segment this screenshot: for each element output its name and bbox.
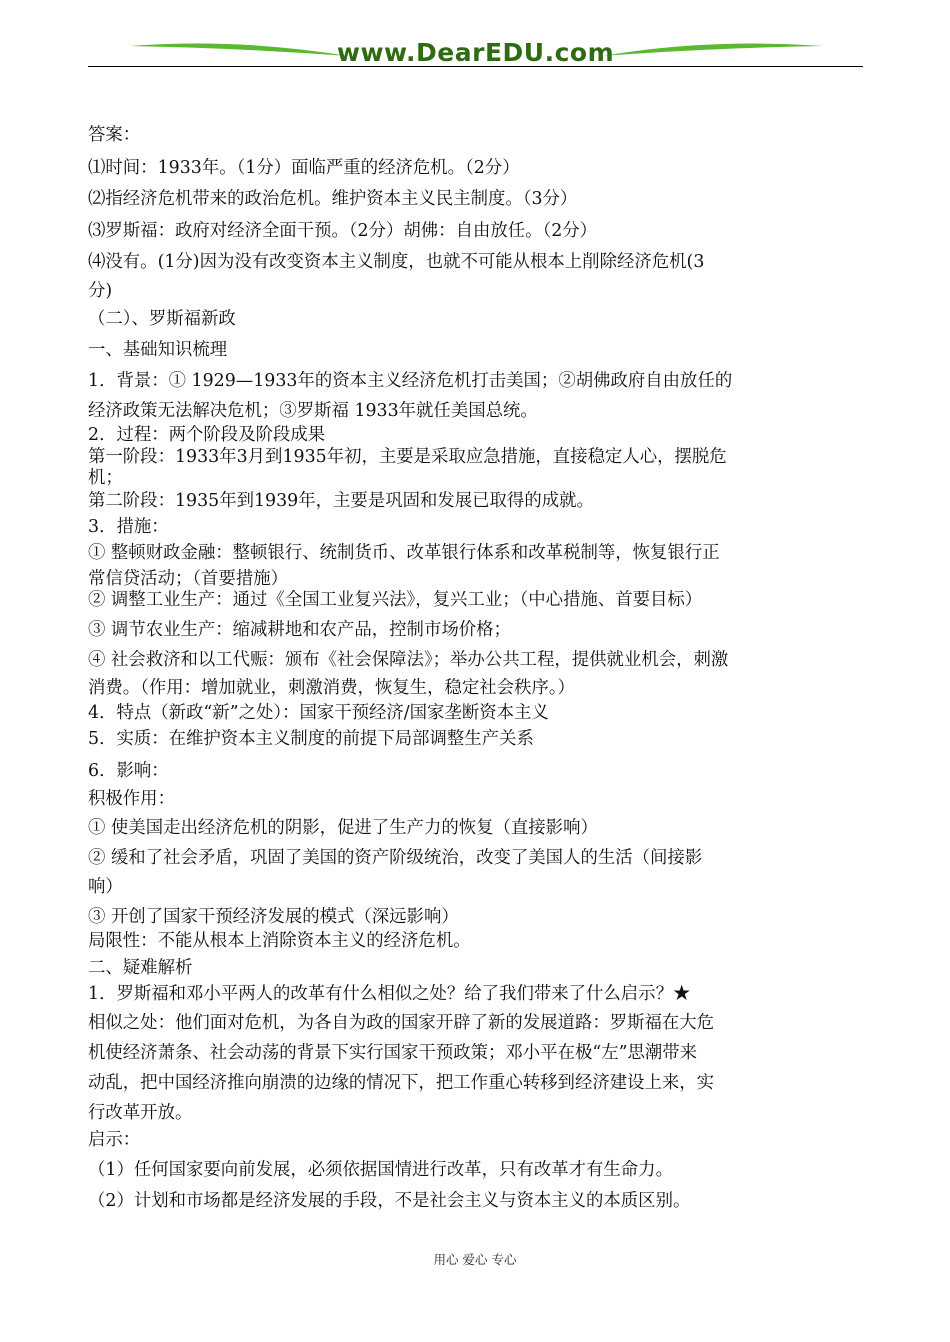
header-rule <box>88 66 863 67</box>
text-line: 分) <box>88 281 113 301</box>
text-line: 经济政策无法解决危机；③罗斯福 1933年就任美国总统。 <box>88 401 538 421</box>
text-line: 响） <box>88 877 123 897</box>
text-line: 第一阶段：1933年3月到1935年初，主要是采取应急措施，直接稳定人心，摆脱危 <box>88 447 727 467</box>
text-line: 积极作用： <box>88 789 175 809</box>
text-line: 第二阶段：1935年到1939年，主要是巩固和发展已取得的成就。 <box>88 491 594 511</box>
text-line: 2．过程：两个阶段及阶段成果 <box>88 425 326 445</box>
page-footer: 用心 爱心 专心 <box>433 1252 517 1267</box>
text-line: ② 缓和了社会矛盾，巩固了美国的资产阶级统治，改变了美国人的生活（间接影 <box>88 848 703 868</box>
text-line: 4．特点（新政“新”之处）：国家干预经济/国家垄断资本主义 <box>88 703 549 723</box>
text-line: 机使经济萧条、社会动荡的背景下实行国家干预政策；邓小平在极“左”思潮带来 <box>88 1043 698 1063</box>
text-line: 5．实质：在维护资本主义制度的前提下局部调整生产关系 <box>88 729 534 749</box>
text-line: ⑴时间：1933年。（1分）面临严重的经济危机。（2分） <box>88 158 520 178</box>
text-line: ④ 社会救济和以工代赈：颁布《社会保障法》；举办公共工程，提供就业机会，刺激 <box>88 650 729 670</box>
text-line: 1．罗斯福和邓小平两人的改革有什么相似之处？给了我们带来了什么启示？★ <box>88 984 691 1004</box>
text-line: ⑵指经济危机带来的政治危机。维护资本主义民主制度。（3分） <box>88 189 578 209</box>
text-line: ⑷没有。(1分)因为没有改变资本主义制度，也就不可能从根本上削除经济危机(3 <box>88 252 705 272</box>
text-line: 答案： <box>88 125 141 145</box>
text-line: ⑶罗斯福：政府对经济全面干预。（2分）胡佛：自由放任。（2分） <box>88 221 598 241</box>
text-line: 动乱，把中国经济推向崩溃的边缘的情况下，把工作重心转移到经济建设上来，实 <box>88 1073 715 1093</box>
text-line: （1）任何国家要向前发展，必须依据国情进行改革，只有改革才有生命力。 <box>88 1160 673 1180</box>
text-line: （2）计划和市场都是经济发展的手段，不是社会主义与资本主义的本质区别。 <box>88 1191 691 1211</box>
text-line: 机； <box>88 468 123 488</box>
text-line: ① 整顿财政金融：整顿银行、统制货币、改革银行体系和改革税制等，恢复银行正 <box>88 543 720 563</box>
section-heading: （二）、罗斯福新政 <box>88 309 236 329</box>
text-line: 局限性：不能从根本上消除资本主义的经济危机。 <box>88 931 471 951</box>
text-line: 1．背景：① 1929—1933年的资本主义经济危机打击美国；②胡佛政府自由放任的 <box>88 371 733 391</box>
text-line: ① 使美国走出经济危机的阴影，促进了生产力的恢复（直接影响） <box>88 818 598 838</box>
text-line: 常信贷活动；（首要措施） <box>88 569 288 589</box>
text-line: 消费。（作用：增加就业，刺激消费，恢复生，稳定社会秩序。） <box>88 678 575 698</box>
text-line: 启示： <box>88 1130 141 1150</box>
section-heading: 二、疑难解析 <box>88 958 193 978</box>
section-heading: 一、基础知识梳理 <box>88 340 228 360</box>
site-logo[interactable]: www.DearEDU.com <box>336 38 615 67</box>
text-line: 3．措施： <box>88 517 169 537</box>
site-header <box>88 36 863 68</box>
text-line: 6．影响： <box>88 761 169 781</box>
text-line: ② 调整工业生产：通过《全国工业复兴法》，复兴工业；（中心措施、首要目标） <box>88 590 703 610</box>
text-line: 行改革开放。 <box>88 1103 193 1123</box>
text-line: ③ 开创了国家干预经济发展的模式（深远影响） <box>88 907 459 927</box>
text-line: ③ 调节农业生产：缩减耕地和农产品，控制市场价格； <box>88 620 511 640</box>
text-line: 相似之处：他们面对危机，为各自为政的国家开辟了新的发展道路：罗斯福在大危 <box>88 1013 715 1033</box>
